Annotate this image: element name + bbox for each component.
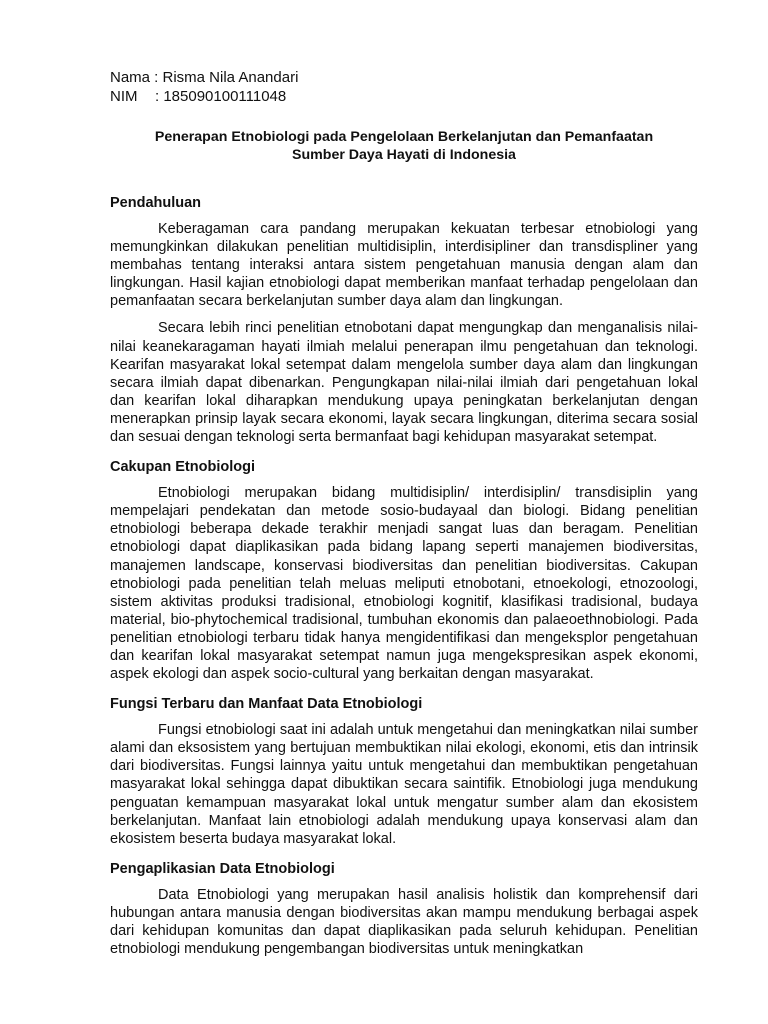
paragraph: Keberagaman cara pandang merupakan kekuatan terbesar etnobiologi yang memungkinkan dilakukan penelitian multidisiplin, interdisipliner dan transdispliner yang membahas tentang interaksi antara sistem pengetahuan manusia dengan alam dan lingkungan. Hasil kajian etnobiologi dapat memberikan manfaat terhadap pengelolaan dan pemanfaatan secara berkelanjutan sumber daya alam dan lingkungan.	[110, 221, 698, 310]
author-info	[110, 68, 698, 106]
section-heading-pendahuluan: Pendahuluan	[110, 195, 202, 211]
name-line	[110, 68, 698, 87]
nim-line	[110, 87, 698, 106]
nim-label: NIM	[110, 88, 138, 105]
paragraph: Data Etnobiologi yang merupakan hasil analisis holistik dan komprehensif dari hubungan antara manusia dengan biodiversitas akan mampu mendukung berbagai aspek dari kehidupan komunitas dan dapat diaplikasikan pada seluruh kehidupan. Penelitian etnobiologi mendukung pengembangan biodiversitas untuk meningkatkan	[110, 886, 698, 958]
paragraph: Fungsi etnobiologi saat ini adalah untuk mengetahui dan meningkatkan nilai sumber alami dan eksosistem yang bertujuan membuktikan nilai ekologi, ekonomi, etis dan intrinsik dari biodiversitas. Fungsi lainnya yaitu untuk mengetahui dan membuktikan pengetahuan masyarakat lokal sehingga dapat dibuktikan secara saintifik. Etnobiologi juga mendukung penguatan kemampuan masyarakat lokal untuk mengatur sumber alam dan ekosistem berkelanjutan. Manfaat lain etnobiologi adalah mendukung upaya konservasi alam dan ekosistem beserta budaya masyarakat lokal.	[110, 722, 698, 847]
title-line-2: Sumber Daya Hayati di Indonesia	[292, 147, 516, 163]
title-line-1: Penerapan Etnobiologi pada Pengelolaan Berkelanjutan dan Pemanfaatan	[154, 129, 654, 145]
section-heading-fungsi: Fungsi Terbaru dan Manfaat Data Etnobiologi	[110, 696, 423, 713]
section-heading-pengaplikasian: Pengaplikasian Data Etnobiologi	[110, 860, 335, 877]
nim-value: : 185090100111048	[155, 88, 287, 105]
section-heading-cakupan: Cakupan Etnobiologi	[110, 459, 255, 476]
author-name: Nama : Risma Nila Anandari	[110, 69, 299, 86]
paragraph: Etnobiologi merupakan bidang multidisiplin/ interdisiplin/ transdisiplin yang mempelajari pendekatan dan metode sosio-budayaal dan biologi. Bidang penelitian etnobiologi beberapa dekade terakhir menjadi sangat luas dan beragam. Penelitian etnobiologi dapat diaplikasikan pada bidang lapang seperti manajemen biodiversitas, manajemen landscape, konservasi biodiversitas dan penelitian biodiversitas. Cakupan etnobiologi pada penelitian telah meluas meliputi etnobotani, etnoekologi, etnozoologi, sistem aktivitas produksi tradisional, etnobiologi kognitif, klasifikasi tradisional, budaya material, bio-phytochemical tradisional, tumbuhan ekonomis dan palaeoethnobiologi. Pada penelitian etnobiologi terbaru tidak hanya mengidentifikasi dan mengeksplor pengetahuan dan kearifan lokal masyarakat setempat namun juga mengekspresikan aspek ekonomi, aspek ekologi dan aspek socio-cultural yang berkaitan dengan masyarakat.	[110, 485, 698, 683]
document-title	[110, 128, 698, 164]
paragraph: Secara lebih rinci penelitian etnobotani dapat mengungkap dan menganalisis nilai-nilai keanekaragaman hayati ilmiah melalui penerapan ilmu pengetahuan dan teknologi. Kearifan masyarakat lokal setempat dalam mengelola sumber daya alam dan lingkungan secara ilmiah dapat dibenarkan. Pengungkapan nilai-nilai ilmiah dari pengetahuan lokal dan kearifan lokal diharapkan mendukung upaya peningkatan berkelanjutan dengan menerapkan prinsip layak secara ekonomi, layak secara lingkungan, diterima secara sosial dan sesuai dengan teknologi serta bermanfaat bagi kehidupan masyarakat setempat.	[110, 320, 698, 446]
